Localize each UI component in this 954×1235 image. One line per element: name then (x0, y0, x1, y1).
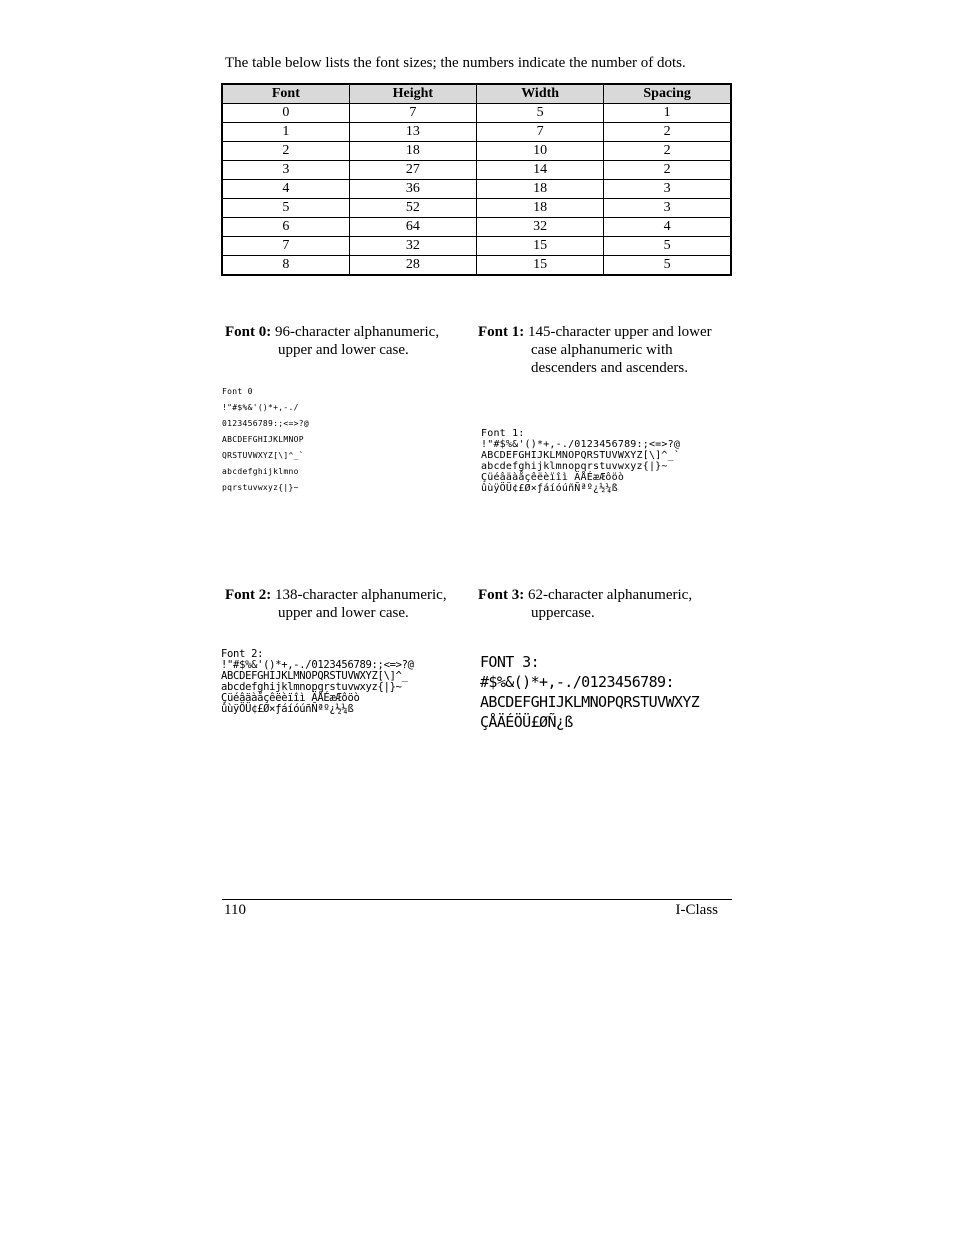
font-3-rest: uppercase. (531, 605, 595, 621)
cell-font: 1 (222, 123, 349, 142)
cell-height: 13 (349, 123, 476, 142)
cell-height: 18 (349, 142, 476, 161)
font-3-description (478, 586, 713, 622)
sample-line: QRSTUVWXYZ[\]^_` (222, 451, 304, 460)
intro-text: The table below lists the font sizes; the numbers indicate the number of dots. (225, 55, 686, 71)
cell-width: 18 (477, 180, 604, 199)
font-2-label: Font 2: (225, 587, 272, 603)
header-height: Height (349, 84, 476, 104)
cell-width: 7 (477, 123, 604, 142)
font-3-label: Font 3: (478, 587, 525, 603)
sample-line: ABCDEFGHIJKLMNOPQRSTUVWXYZ (480, 693, 700, 711)
cell-width: 5 (477, 104, 604, 123)
sample-line: !"#$%&'()*+,-./0123456789:;<=>?@ (481, 439, 681, 450)
font-2-rest: upper and lower case. (278, 605, 409, 621)
sample-line: abcdefghijklmnopqrstuvwxyz{|}~ (221, 681, 402, 693)
header-font: Font (222, 84, 349, 104)
table-header-row (222, 84, 731, 104)
font-1-label: Font 1: (478, 324, 525, 340)
cell-width: 18 (477, 199, 604, 218)
sample-line: 0123456789:;<=>?@ (222, 419, 309, 428)
table-row (222, 256, 731, 276)
font-1-rest: lower case alphanumeric with descenders and ascenders. (531, 324, 712, 376)
sample-line: Font 2: (221, 648, 264, 660)
sample-line: #$%&()*+,-./0123456789: (480, 673, 674, 691)
table-row (222, 123, 731, 142)
cell-font: 7 (222, 237, 349, 256)
cell-font: 6 (222, 218, 349, 237)
cell-height: 27 (349, 161, 476, 180)
cell-spacing: 2 (604, 142, 731, 161)
font-2-sample (221, 649, 414, 715)
table-row (222, 180, 731, 199)
cell-spacing: 3 (604, 199, 731, 218)
font-1-line1: 145-character upper and (528, 324, 674, 340)
cell-spacing: 4 (604, 218, 731, 237)
page-number: 110 (224, 902, 246, 918)
cell-height: 64 (349, 218, 476, 237)
header-width: Width (477, 84, 604, 104)
cell-height: 7 (349, 104, 476, 123)
sample-line: ÇÅÄÉÖÜ£ØÑ¿ß (480, 713, 573, 731)
sample-line: ABCDEFGHIJKLMNOPQRSTUVWXYZ[\]^_` (481, 450, 681, 461)
font-size-table (221, 83, 732, 276)
sample-line: !"#$%&'()*+,-./0123456789:;<=>?@ (221, 659, 414, 671)
table-row (222, 161, 731, 180)
font-2-line1: 138-character alphanumeric, (275, 587, 447, 603)
table-row (222, 104, 731, 123)
header-spacing: Spacing (604, 84, 731, 104)
table-row (222, 199, 731, 218)
cell-height: 32 (349, 237, 476, 256)
sample-line: ABCDEFGHIJKLMNOPQRSTUVWXYZ[\]^_ (221, 670, 408, 682)
cell-spacing: 2 (604, 123, 731, 142)
sample-line: ûùÿÖÜ¢£Ø×ƒáíóúñÑªº¿½¼ß (221, 703, 354, 715)
font-0-description (225, 323, 465, 359)
font-3-line1: 62-character alphanumeric, (528, 587, 693, 603)
sample-line: ABCDEFGHIJKLMNOP (222, 435, 304, 444)
cell-font: 2 (222, 142, 349, 161)
cell-width: 15 (477, 256, 604, 276)
cell-height: 52 (349, 199, 476, 218)
cell-spacing: 1 (604, 104, 731, 123)
cell-width: 14 (477, 161, 604, 180)
sample-line: !"#$%&'()*+,-./ (222, 403, 299, 412)
sample-line: Font 1: (481, 428, 525, 439)
sample-line: pqrstuvwxyz{|}~ (222, 483, 299, 492)
table-row (222, 237, 731, 256)
font-0-sample (222, 388, 309, 500)
cell-height: 28 (349, 256, 476, 276)
table-row (222, 142, 731, 161)
sample-line: Font 0 (222, 387, 253, 396)
sample-line: ûùÿÖÜ¢£Ø×ƒáíóúñÑªº¿½¼ß (481, 483, 618, 494)
cell-font: 5 (222, 199, 349, 218)
sample-line: abcdefghijklmno (222, 467, 299, 476)
font-1-sample (481, 428, 680, 494)
font-3-sample (480, 652, 699, 732)
cell-spacing: 2 (604, 161, 731, 180)
cell-width: 32 (477, 218, 604, 237)
sample-line: abcdefghijklmnopqrstuvwxyz{|}~ (481, 461, 668, 472)
font-0-line1: 96-character alphanumeric, (275, 324, 440, 340)
cell-font: 0 (222, 104, 349, 123)
sample-line: Çüéâäàåçêëèïîì ÄÅÉæÆôöò (221, 692, 360, 704)
cell-spacing: 3 (604, 180, 731, 199)
font-1-description (478, 323, 713, 377)
cell-width: 10 (477, 142, 604, 161)
table-row (222, 218, 731, 237)
font-0-rest: upper and lower case. (278, 342, 409, 358)
font-2-description (225, 586, 465, 622)
cell-width: 15 (477, 237, 604, 256)
cell-font: 8 (222, 256, 349, 276)
product-name: I-Class (675, 902, 718, 918)
sample-line: Çüéâäàåçêëèïîì ÄÅÉæÆôöò (481, 472, 625, 483)
cell-height: 36 (349, 180, 476, 199)
cell-font: 3 (222, 161, 349, 180)
footer-divider (222, 899, 732, 900)
sample-line: FONT 3: (480, 653, 540, 671)
cell-spacing: 5 (604, 256, 731, 276)
cell-font: 4 (222, 180, 349, 199)
font-0-label: Font 0: (225, 324, 272, 340)
cell-spacing: 5 (604, 237, 731, 256)
